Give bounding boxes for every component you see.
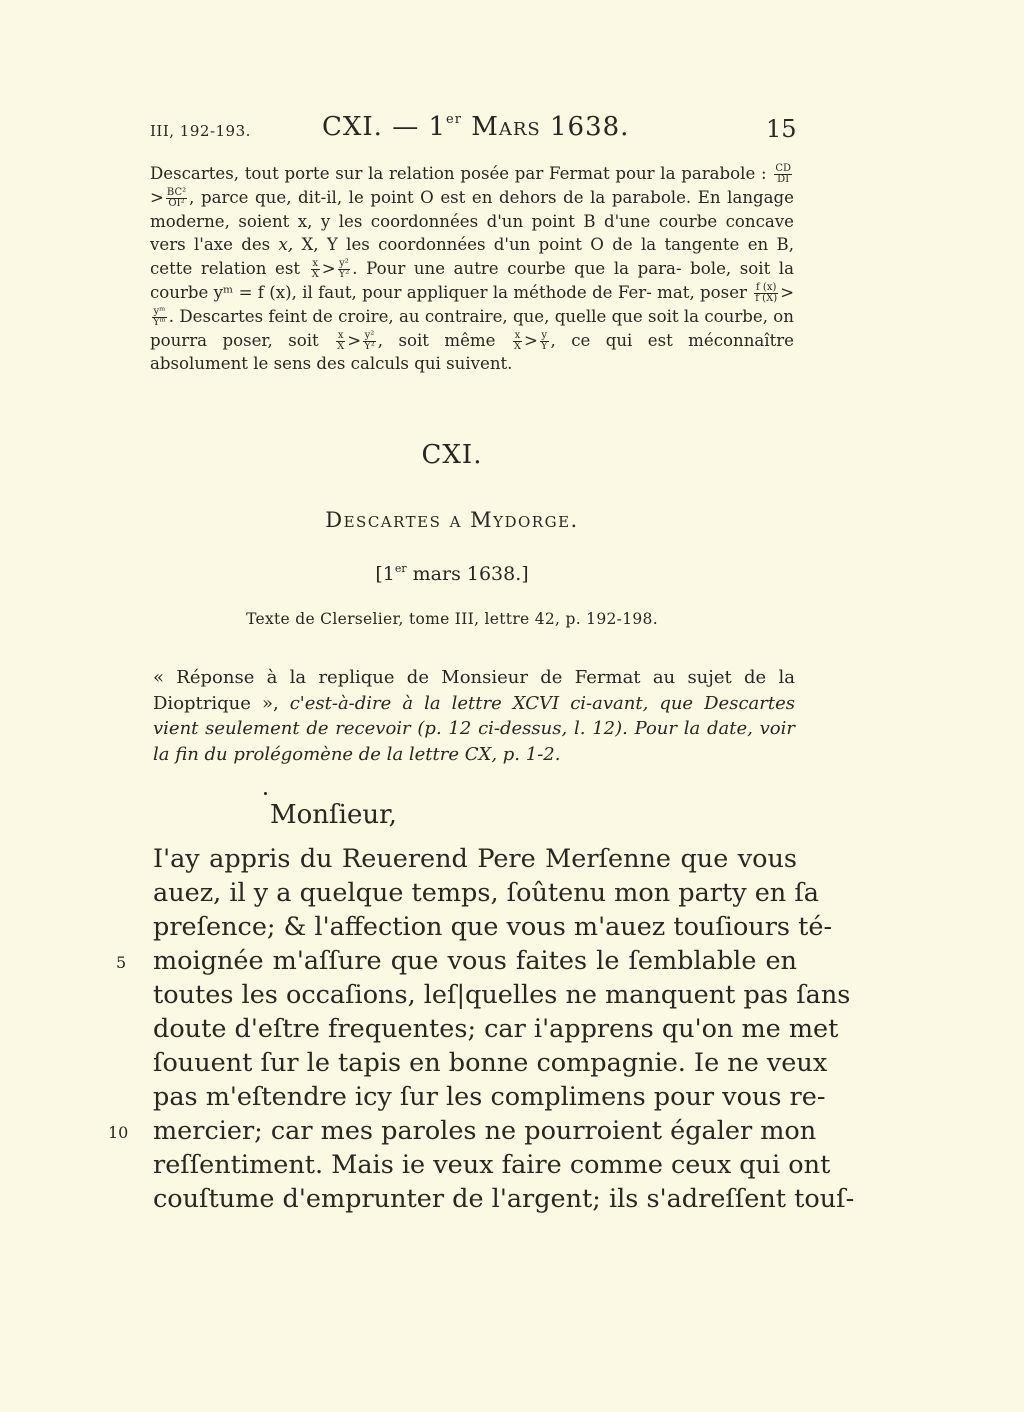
fraction-den: Y² <box>338 269 350 281</box>
body-line: reſſentiment. Mais ie veux faire comme ceux qui ont <box>153 1150 831 1180</box>
fraction-num: y² <box>364 329 375 341</box>
fraction-den: X <box>337 340 345 352</box>
body-line: ſouuent ſur le tapis en bonne compagnie. Ie ne veux <box>153 1048 828 1078</box>
body-line: preſence; & l'affection que vous m'auez touſiours té- <box>153 912 833 942</box>
running-title-number: CXI. <box>322 112 383 142</box>
footnote-line: . Pour une autre courbe que la para- <box>352 259 682 279</box>
intro-quote: « Réponse à la replique de Monsieur de Fermat au sujet de la Dioptrique », <box>153 667 795 714</box>
letter-correspondents: Descartes a Mydorge. <box>325 508 579 532</box>
running-title-month: Mars <box>471 112 541 142</box>
footnote-block <box>150 162 794 376</box>
fraction-num: x <box>514 329 521 341</box>
fraction-num: y <box>541 329 548 341</box>
fraction-fx-fX <box>754 283 778 304</box>
fraction-num: f (x) <box>756 281 777 293</box>
body-line: mercier; car mes paroles ne pourroient égaler mon <box>153 1116 817 1146</box>
footnote-line: Descartes, tout porte sur la relation posée par Fermat pour la parabole : <box>150 164 767 183</box>
letter-number: CXI. <box>421 440 483 470</box>
fraction-den: DI <box>777 174 790 185</box>
fraction-x-X <box>336 331 345 352</box>
line-number: 10 <box>108 1123 129 1142</box>
editor-intro <box>153 665 795 767</box>
body-line: moignée m'aſſure que vous faites le ſemblable en <box>153 946 797 976</box>
greater-than: > <box>524 330 538 350</box>
running-title <box>322 112 629 142</box>
fraction-den: Y <box>540 340 548 352</box>
body-line: toutes les occaſions, leſ|quelles ne manquent pas ſans <box>153 980 851 1010</box>
footnote-line: en B, cette relation est <box>150 235 794 279</box>
fraction-den: X <box>513 340 521 352</box>
greater-than: > <box>780 282 795 302</box>
body-line: pas m'eſtendre icy ſur les complimens pour vous re- <box>153 1082 826 1112</box>
page-number: 15 <box>766 115 797 143</box>
footnote-text <box>150 162 794 376</box>
footnote-line: langage moderne, soient x, y les coordonnées d'un point B d'une courbe <box>150 187 794 231</box>
footnote-line: qui est méconnaître absolument le sens des calculs qui suivent. <box>150 330 795 374</box>
footnote-italic-x: x, <box>278 235 294 255</box>
body-line: I'ay appris du Reuerend Pere Merſenne que vous <box>153 844 797 874</box>
letter-date-open: [1 <box>375 563 395 585</box>
footnote-line: , soit même <box>377 330 496 350</box>
fraction-x-X <box>311 259 320 280</box>
fraction-bc-oi <box>166 188 187 209</box>
greater-than: > <box>347 330 362 350</box>
running-title-sup: er <box>446 112 462 127</box>
fraction-den: OI² <box>168 197 185 209</box>
fraction-den: Y² <box>364 340 375 352</box>
running-title-year: 1638. <box>550 112 630 142</box>
body-line: couſtume d'emprunter de l'argent; ils s'adreſſent touſ- <box>153 1184 855 1214</box>
fraction-num: x <box>312 258 319 270</box>
footnote-line: , parce que, dit-il, le point O est en dehors de la parabole. En <box>189 187 721 207</box>
body-line: auez, il y a quelque temps, ſoûtenu mon party en ſa <box>153 878 819 908</box>
fraction-y-Y <box>540 331 549 352</box>
fraction-cd-di <box>774 164 792 185</box>
footnote-line: concave vers l'axe des <box>150 211 794 255</box>
fraction-num: y² <box>339 258 349 270</box>
fraction-num: BC² <box>166 186 187 198</box>
greater-than: > <box>321 259 336 279</box>
footnote-line: . Descartes feint de croire, au contraire, que, quelle <box>168 306 607 326</box>
running-title-dash: — <box>392 112 420 142</box>
footnote-line: , ce <box>550 330 591 350</box>
fraction-y2-Y2 <box>363 331 376 352</box>
footnote-line: X, Y les coordonnées d'un point O de la tangente <box>301 235 740 255</box>
fraction-den: X <box>311 269 319 281</box>
fraction-num: yᵐ <box>153 305 166 317</box>
intro-italic: c'est-à-dire à la lettre XCVI ci-avant, que Descartes vient seulement de recevoir (p. 12 ci-dessus, l. 12). Pour la date, voir la fin du prolégomène de la lettre CX, p. 1-2. <box>153 692 795 765</box>
editor-intro-text <box>153 665 795 767</box>
footnote-line: mat, poser <box>657 282 747 302</box>
fraction-ym-Ym <box>152 307 167 328</box>
letter-date-sup: er <box>394 562 407 575</box>
letter-date <box>0 562 964 585</box>
fraction-den: Yᵐ <box>153 316 166 328</box>
greater-than: > <box>150 187 164 207</box>
ink-speck <box>264 792 267 795</box>
fraction-num: x <box>337 329 344 341</box>
salutation: Monſieur, <box>270 800 397 830</box>
running-title-day: 1 <box>428 112 447 142</box>
fraction-x-X <box>513 331 522 352</box>
letter-source: Texte de Clerselier, tome III, lettre 42, p. 192-198. <box>246 610 658 628</box>
footnote-line: que soit la courbe, on pourra poser, soit <box>150 306 794 350</box>
fraction-y2-Y2 <box>338 259 351 280</box>
fraction-num: CD <box>775 163 791 174</box>
letter-date-rest: mars 1638.] <box>406 563 529 585</box>
footnote-line: bole, soit la courbe yᵐ = f (x), il faut, pour appliquer la méthode de Fer- <box>150 259 795 302</box>
line-number: 5 <box>116 953 127 972</box>
body-line: doute d'eſtre frequentes; car i'apprens qu'on me met <box>153 1014 839 1044</box>
fraction-den: f (X) <box>755 292 778 304</box>
volume-reference: III, 192-193. <box>150 122 251 140</box>
